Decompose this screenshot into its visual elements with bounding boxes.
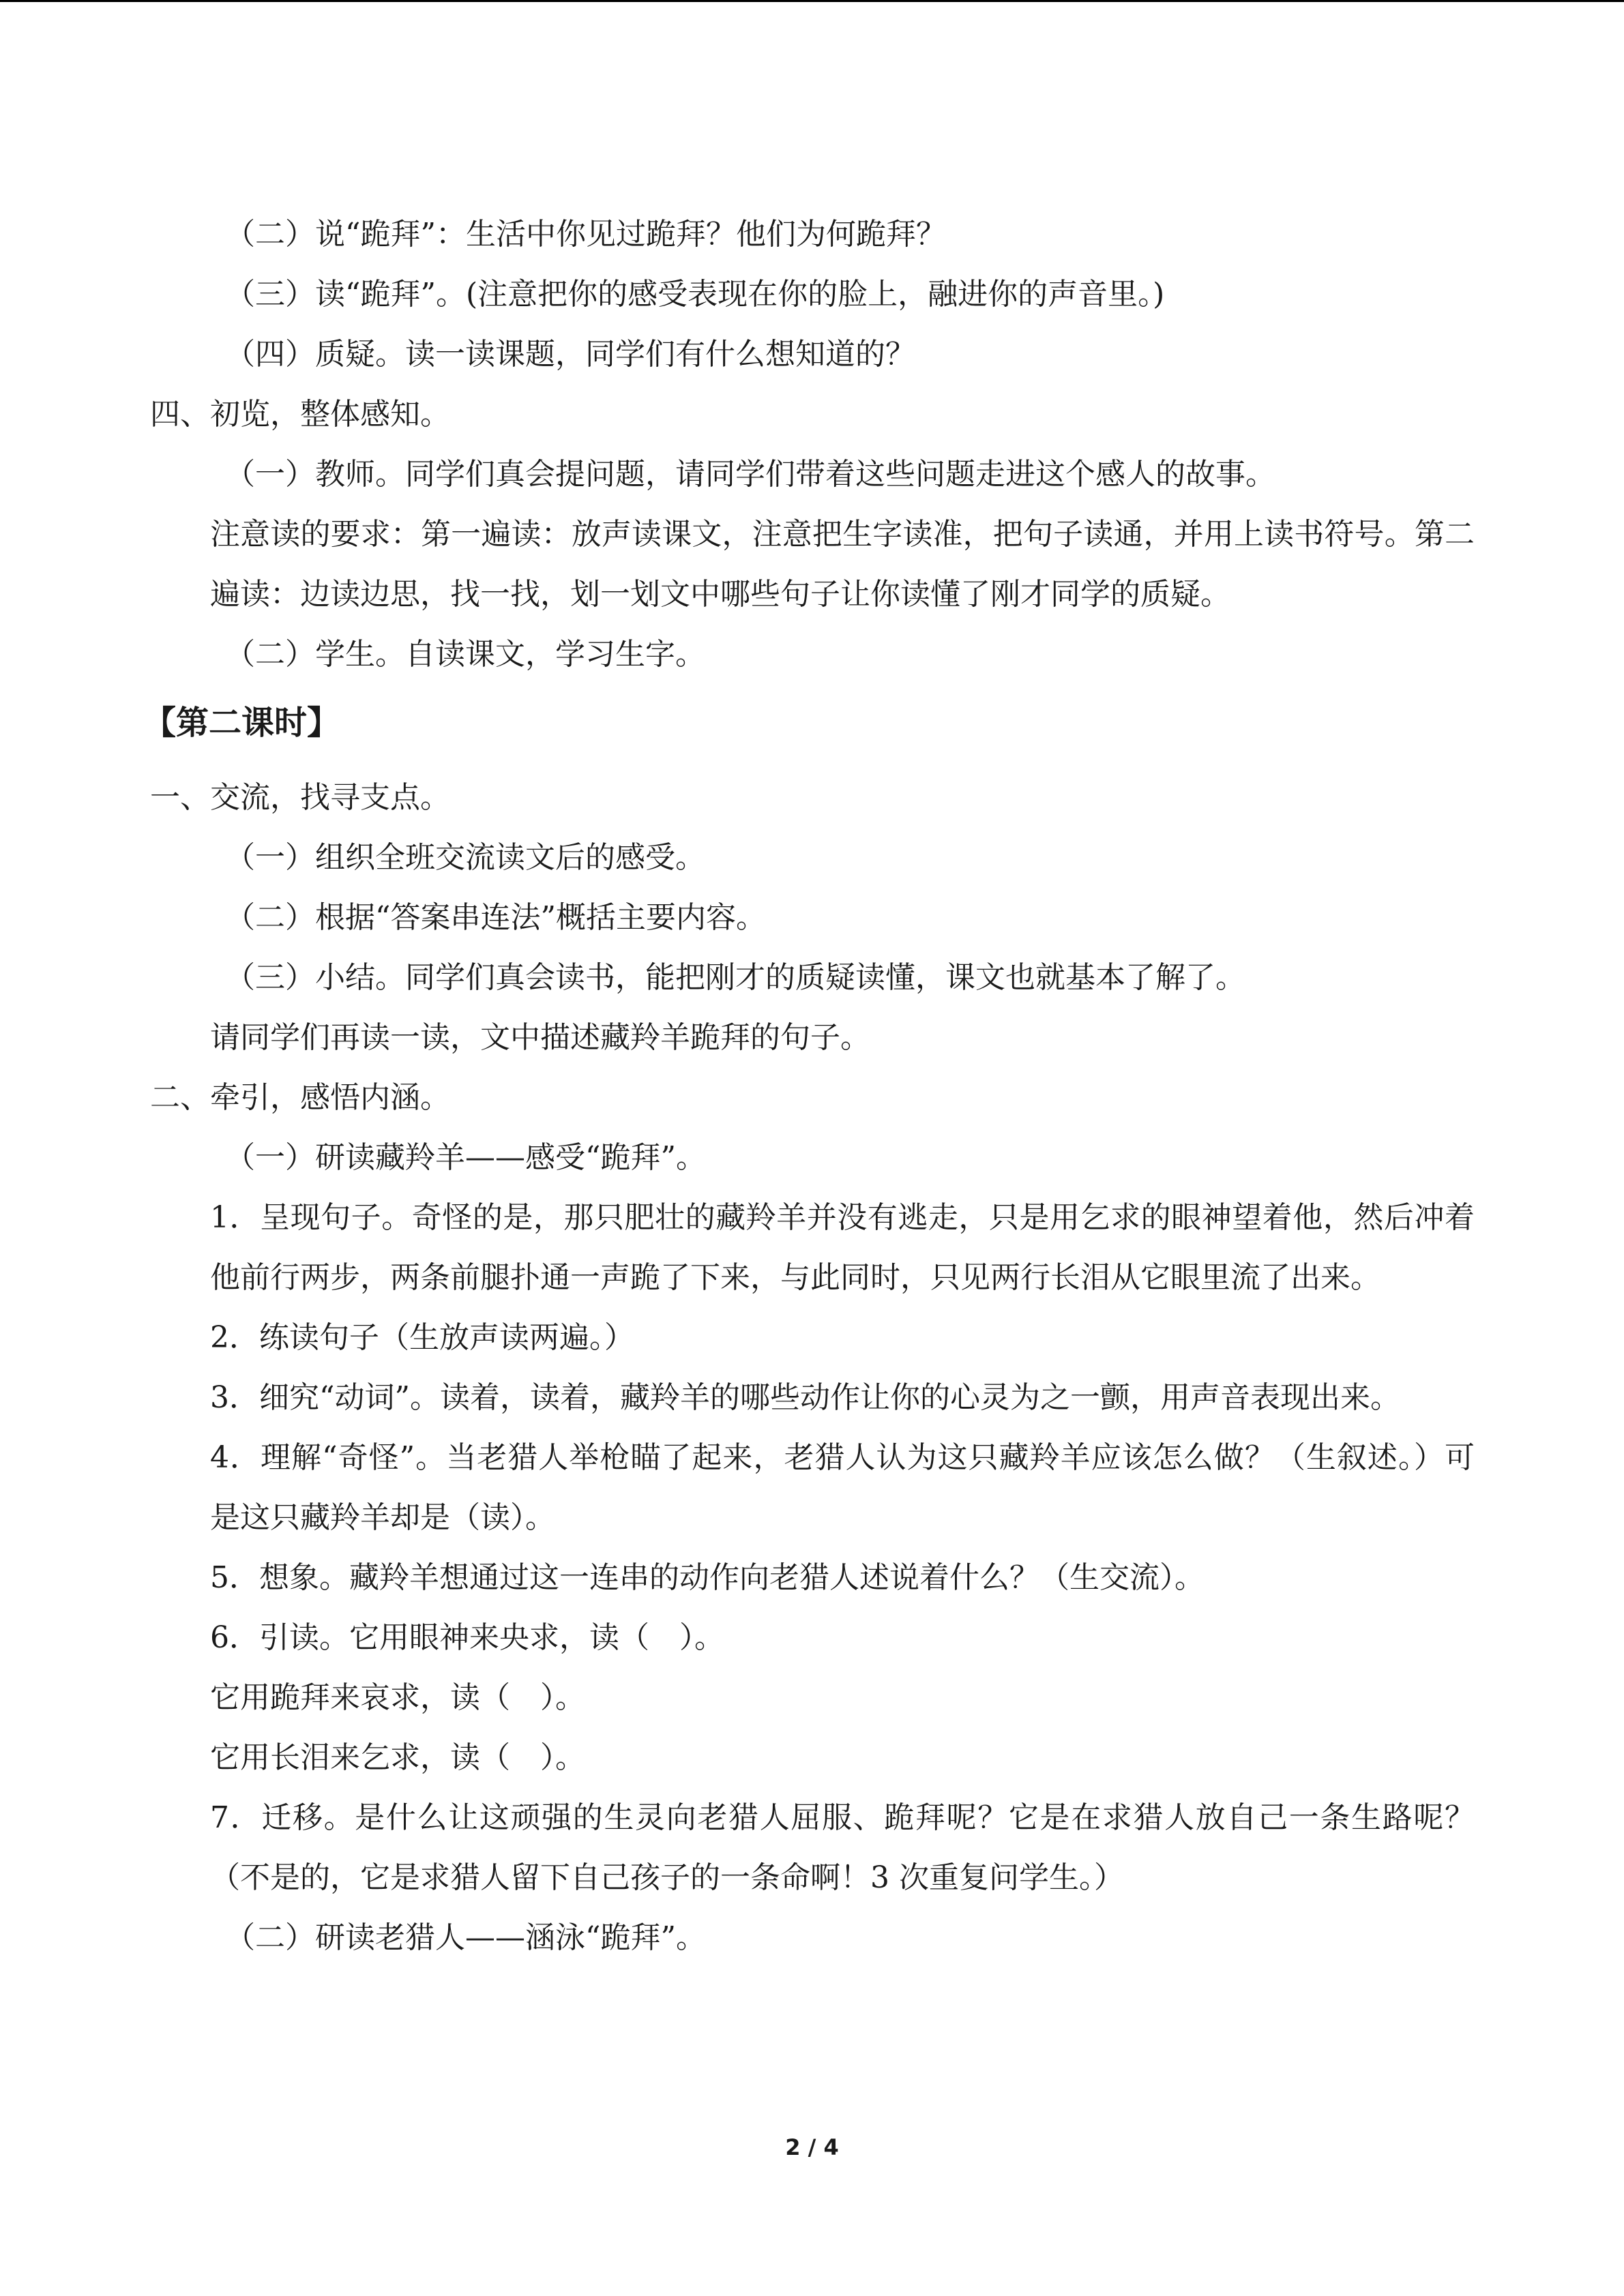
text-line: （一）教师。同学们真会提问题，请同学们带着这些问题走进这个感人的故事。	[225, 457, 1275, 492]
lesson-heading: 【第二课时】	[143, 704, 340, 742]
text-line: （四）质疑。读一读课题，同学们有什么想知道的？	[225, 337, 915, 372]
text-line: 2．练读句子（生放声读两遍。）	[210, 1320, 634, 1355]
section-title: 一、交流，找寻支点。	[150, 780, 450, 815]
text-line: （二）说“跪拜”：生活中你见过跪拜？他们为何跪拜？	[225, 217, 946, 252]
text-line: （二）学生。自读课文，学习生字。	[225, 637, 705, 672]
text-line: 6．引读。它用眼神来央求，读（ ）。	[210, 1620, 724, 1655]
text-paragraph: 注意读的要求：第一遍读：放声读课文，注意把生字读准，把句子读通，并用上读书符号。第二遍读：边读边思，找一找，划一划文中哪些句子让你读懂了刚才同学的质疑。	[210, 517, 1475, 612]
text-paragraph: 3．细究“动词”。读着，读着，藏羚羊的哪些动作让你的心灵为之一颤，用声音表现出来。	[210, 1380, 1400, 1415]
section-title: 二、牵引，感悟内涵。	[150, 1080, 450, 1115]
text-line: （三）读“跪拜”。(注意把你的感受表现在你的脸上，融进你的声音里。)	[225, 277, 1165, 312]
document-body	[143, 205, 1475, 1968]
text-line: （二）研读老猎人——涵泳“跪拜”。	[225, 1920, 706, 1955]
page-number: 2 / 4	[785, 2134, 839, 2160]
text-line: （一）组织全班交流读文后的感受。	[225, 840, 705, 875]
text-line: 请同学们再读一读，文中描述藏羚羊跪拜的句子。	[210, 1020, 870, 1055]
text-line: （三）小结。同学们真会读书，能把刚才的质疑读懂，课文也就基本了解了。	[225, 960, 1245, 995]
top-border-line	[0, 0, 1624, 2]
text-paragraph: 7．迁移。是什么让这顽强的生灵向老猎人屈服、跪拜呢？它是在求猎人放自己一条生路呢？（不是的，它是求猎人留下自己孩子的一条命啊！3 次重复问学生。）	[210, 1800, 1475, 1895]
text-line: （一）研读藏羚羊——感受“跪拜”。	[225, 1140, 706, 1175]
text-paragraph: 4．理解“奇怪”。当老猎人举枪瞄了起来，老猎人认为这只藏羚羊应该怎么做？（生叙述。）可是这只藏羚羊却是（读）。	[210, 1440, 1475, 1535]
text-line: 它用长泪来乞求，读（ ）。	[210, 1740, 585, 1775]
text-line: 5．想象。藏羚羊想通过这一连串的动作向老猎人述说着什么？（生交流）。	[210, 1560, 1205, 1595]
section-title: 四、初览，整体感知。	[150, 397, 450, 432]
text-paragraph: 1．呈现句子。奇怪的是，那只肥壮的藏羚羊并没有逃走，只是用乞求的眼神望着他，然后冲着他前行两步，两条前腿扑通一声跪了下来，与此同时，只见两行长泪从它眼里流了出来。	[210, 1200, 1475, 1295]
text-line: （二）根据“答案串连法”概括主要内容。	[225, 900, 766, 935]
text-line: 它用跪拜来哀求，读（ ）。	[210, 1680, 585, 1715]
